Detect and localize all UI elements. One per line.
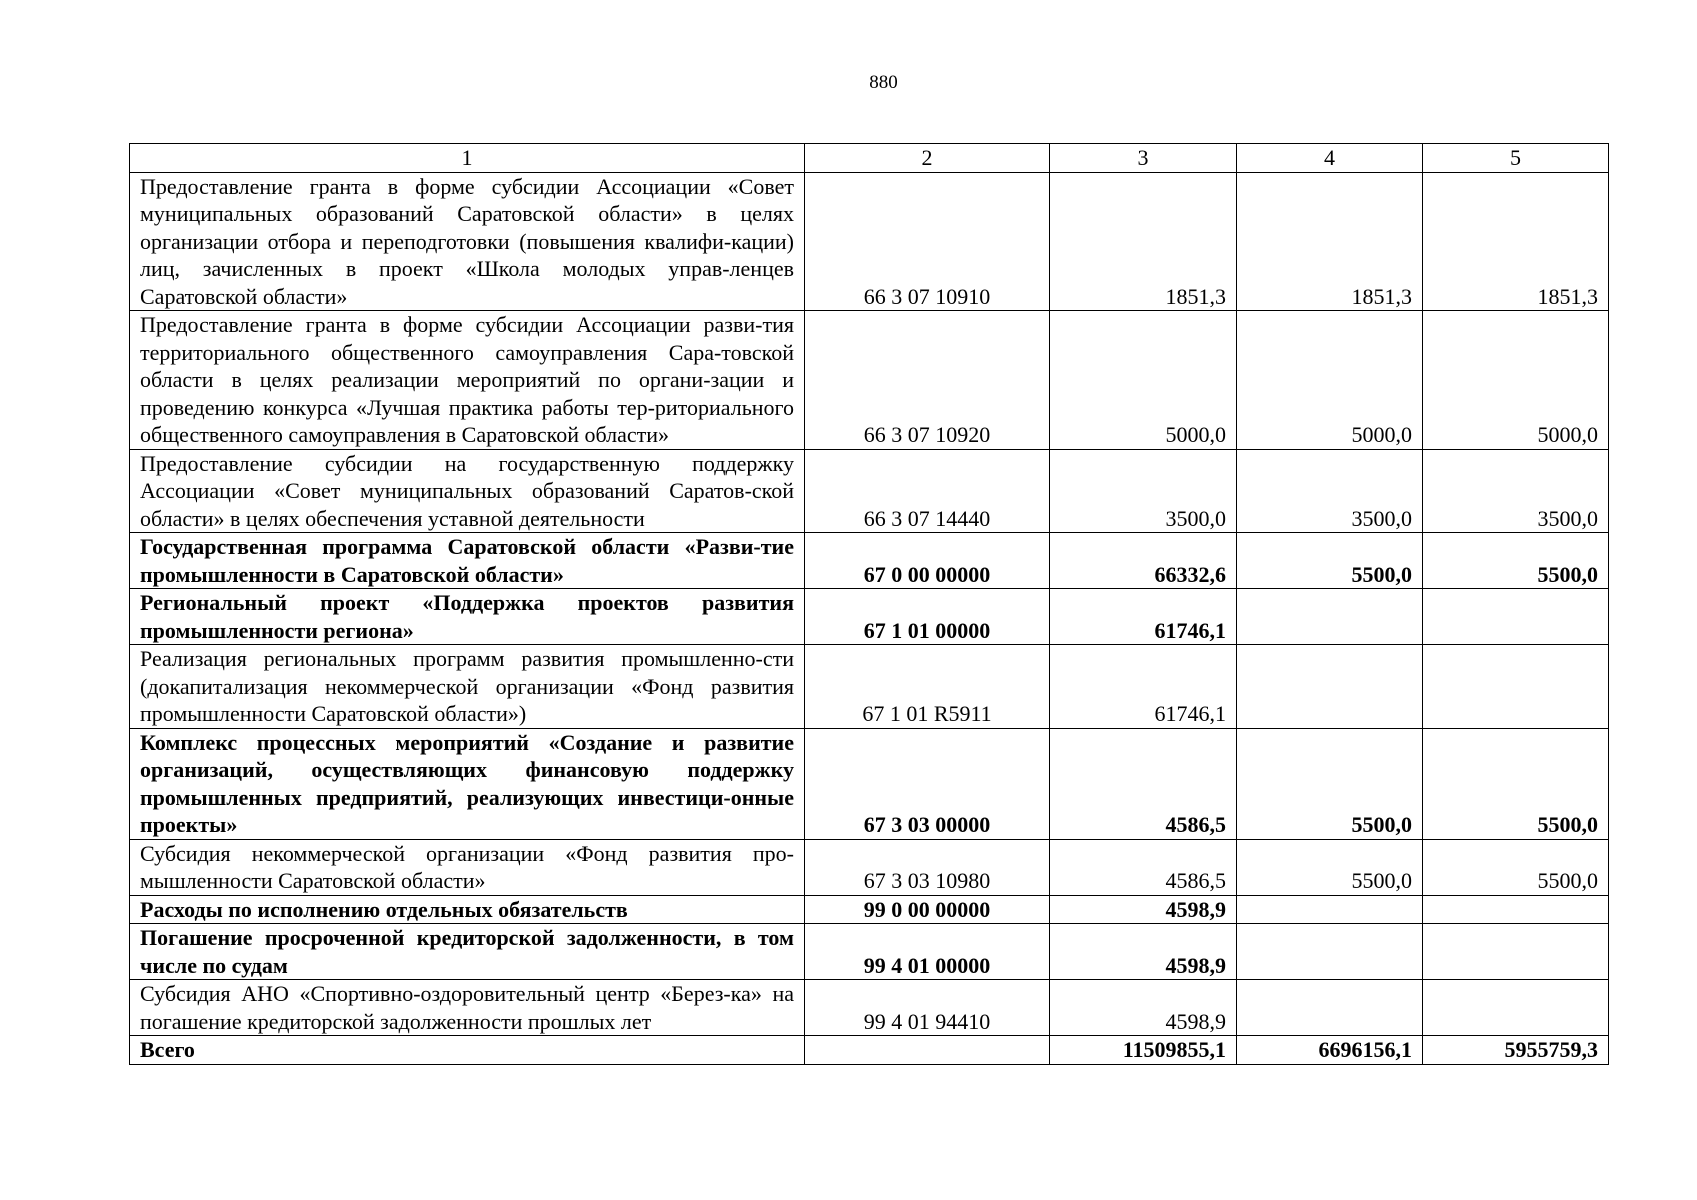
table-row: [130, 980, 1609, 1036]
row-value-col4: 6696156,1: [1237, 1036, 1423, 1065]
row-value-col4: [1237, 980, 1423, 1036]
table-row: [130, 533, 1609, 589]
row-value-col4: 5500,0: [1237, 839, 1423, 895]
row-value-col5: [1423, 895, 1609, 924]
row-code-cell: 67 1 01 R5911: [805, 645, 1050, 729]
row-value-col4: 5500,0: [1237, 533, 1423, 589]
row-name-cell: Субсидия некоммерческой организации «Фонд развития про-мышленности Саратовской области»: [130, 839, 805, 895]
row-code-cell: 66 3 07 10910: [805, 172, 1050, 311]
column-header-2: 2: [805, 144, 1050, 173]
row-name-cell: Субсидия АНО «Спортивно-оздоровительный центр «Берез-ка» на погашение кредиторской задолженности прошлых лет: [130, 980, 805, 1036]
row-value-col3: 5000,0: [1050, 311, 1237, 450]
row-value-col4: 3500,0: [1237, 449, 1423, 533]
table-row: [130, 589, 1609, 645]
row-code-cell: 66 3 07 14440: [805, 449, 1050, 533]
row-value-col5: 5955759,3: [1423, 1036, 1609, 1065]
row-name-cell: Предоставление гранта в форме субсидии Ассоциации разви-тия территориального общественного самоуправления Сара-товской области в целях реализации мероприятий по органи-зации и проведению конкурса «Лучшая практика работы тер-риториального общественного самоуправления в Саратовской области»: [130, 311, 805, 450]
table-row: [130, 728, 1609, 839]
row-name-cell: Региональный проект «Поддержка проектов развития промышленности региона»: [130, 589, 805, 645]
row-name-cell: Государственная программа Саратовской области «Разви-тие промышленности в Саратовской области»: [130, 533, 805, 589]
column-header-4: 4: [1237, 144, 1423, 173]
row-value-col4: [1237, 589, 1423, 645]
row-value-col5: [1423, 589, 1609, 645]
column-number-row: [130, 144, 1609, 173]
row-value-col3: 66332,6: [1050, 533, 1237, 589]
row-value-col3: 4598,9: [1050, 980, 1237, 1036]
column-header-1: 1: [130, 144, 805, 173]
row-value-col4: 5500,0: [1237, 728, 1423, 839]
row-value-col5: 1851,3: [1423, 172, 1609, 311]
table-row: [130, 1036, 1609, 1065]
row-code-cell: 67 3 03 10980: [805, 839, 1050, 895]
row-value-col3: 11509855,1: [1050, 1036, 1237, 1065]
row-value-col3: 4598,9: [1050, 924, 1237, 980]
row-code-cell: [805, 1036, 1050, 1065]
row-value-col5: 5000,0: [1423, 311, 1609, 450]
row-value-col5: 5500,0: [1423, 728, 1609, 839]
table-body: [130, 172, 1609, 1064]
page-number: 880: [869, 72, 898, 93]
column-header-3: 3: [1050, 144, 1237, 173]
row-value-col4: [1237, 924, 1423, 980]
row-value-col3: 3500,0: [1050, 449, 1237, 533]
row-name-cell: Предоставление гранта в форме субсидии Ассоциации «Совет муниципальных образований Саратовской области» в целях организации отбора и переподготовки (повышения квалифи-кации) лиц, зачисленных в проект «Школа молодых управ-ленцев Саратовской области»: [130, 172, 805, 311]
table-row: [130, 895, 1609, 924]
row-value-col4: [1237, 895, 1423, 924]
row-name-cell: Всего: [130, 1036, 805, 1065]
row-name-cell: Комплекс процессных мероприятий «Создание и развитие организаций, осуществляющих финансовую поддержку промышленных предприятий, реализующих инвестици-онные проекты»: [130, 728, 805, 839]
row-code-cell: 67 0 00 00000: [805, 533, 1050, 589]
row-value-col3: 4586,5: [1050, 728, 1237, 839]
table-row: [130, 172, 1609, 311]
table-row: [130, 311, 1609, 450]
row-value-col3: 4586,5: [1050, 839, 1237, 895]
row-value-col4: [1237, 645, 1423, 729]
row-value-col3: 1851,3: [1050, 172, 1237, 311]
row-code-cell: 67 3 03 00000: [805, 728, 1050, 839]
table-row: [130, 645, 1609, 729]
table-row: [130, 839, 1609, 895]
row-value-col5: [1423, 924, 1609, 980]
table-row: [130, 449, 1609, 533]
table-row: [130, 924, 1609, 980]
row-code-cell: 99 4 01 94410: [805, 980, 1050, 1036]
row-value-col5: [1423, 980, 1609, 1036]
row-value-col5: 5500,0: [1423, 839, 1609, 895]
row-value-col5: 3500,0: [1423, 449, 1609, 533]
row-value-col5: 5500,0: [1423, 533, 1609, 589]
budget-table: [129, 143, 1609, 1065]
row-code-cell: 99 4 01 00000: [805, 924, 1050, 980]
row-name-cell: Погашение просроченной кредиторской задолженности, в том числе по судам: [130, 924, 805, 980]
row-name-cell: Расходы по исполнению отдельных обязательств: [130, 895, 805, 924]
row-value-col3: 61746,1: [1050, 589, 1237, 645]
row-code-cell: 67 1 01 00000: [805, 589, 1050, 645]
row-value-col5: [1423, 645, 1609, 729]
row-value-col3: 4598,9: [1050, 895, 1237, 924]
row-value-col4: 1851,3: [1237, 172, 1423, 311]
row-code-cell: 66 3 07 10920: [805, 311, 1050, 450]
row-name-cell: Предоставление субсидии на государственную поддержку Ассоциации «Совет муниципальных образований Саратов-ской области» в целях обеспечения уставной деятельности: [130, 449, 805, 533]
column-header-5: 5: [1423, 144, 1609, 173]
row-value-col4: 5000,0: [1237, 311, 1423, 450]
row-name-cell: Реализация региональных программ развития промышленно-сти (докапитализация некоммерческой организации «Фонд развития промышленности Саратовской области»): [130, 645, 805, 729]
row-value-col3: 61746,1: [1050, 645, 1237, 729]
row-code-cell: 99 0 00 00000: [805, 895, 1050, 924]
